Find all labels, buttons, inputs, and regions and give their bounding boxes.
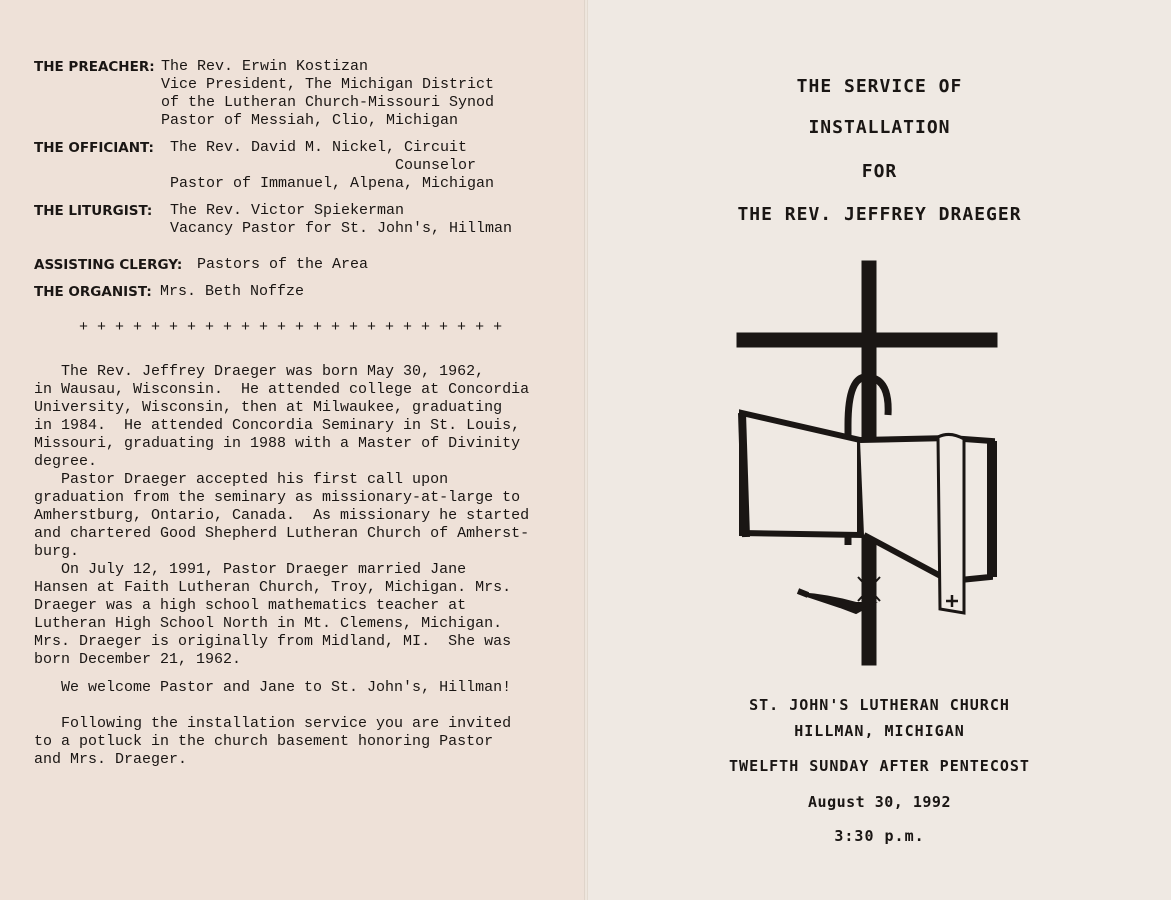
text-line: Missouri, graduating in 1988 with a Master of Divinity [34,435,521,452]
church-location: HILLMAN, MICHIGAN [794,722,965,740]
credit-label: THE PREACHER: [34,59,155,75]
title-line-4: THE REV. JEFFREY DRAEGER [737,204,1022,225]
text-line: Amherstburg, Ontario, Canada. As missionary he started [34,507,530,524]
service-time: 3:30 p.m. [834,827,925,845]
credit-line: Pastor of Messiah, Clio, Michigan [161,112,459,129]
text-line: to a potluck in the church basement honoring Pastor [34,733,494,750]
text-line: burg. [34,543,80,560]
text-line: Lutheran High School North in Mt. Clemens, Michigan. [34,615,503,632]
occasion: TWELFTH SUNDAY AFTER PENTECOST [729,757,1030,775]
potluck-text [34,715,511,769]
service-date: August 30, 1992 [808,793,951,811]
credit-line: Mrs. Beth Noffze [160,283,305,300]
text-line: Pastor Draeger accepted his first call upon [34,471,449,488]
credit-label: THE ORGANIST: [34,284,152,300]
credit-line: Counselor [170,157,477,174]
credit-line: The Rev. David M. Nickel, Circuit [170,139,468,156]
credit-label: THE OFFICIANT: [34,140,154,156]
text-line: Mrs. Draeger is originally from Midland, MI. She was [34,633,512,650]
biography [34,363,529,669]
credit-label: ASSISTING CLERGY: [34,257,183,273]
title-line-3: FOR [861,161,898,182]
text-line: born December 21, 1962. [34,651,242,668]
credit-line: Vacancy Pastor for St. John's, Hillman [170,220,513,237]
title-line-1: THE SERVICE OF [796,76,963,97]
credit-line: Vice President, The Michigan District [161,76,495,93]
title-line-2: INSTALLATION [808,117,951,138]
credit-line: Pastors of the Area [197,256,369,273]
credit-line: Pastor of Immanuel, Alpena, Michigan [170,175,495,192]
text-line: Hansen at Faith Lutheran Church, Troy, Michigan. Mrs. [34,579,512,596]
welcome-text: We welcome Pastor and Jane to St. John's, Hillman! [34,679,512,696]
text-line: University, Wisconsin, then at Milwaukee, graduating [34,399,503,416]
text-line: in Wausau, Wisconsin. He attended college at Concordia [34,381,530,398]
credit-line: of the Lutheran Church-Missouri Synod [161,94,495,111]
text-line: and Mrs. Draeger. [34,751,188,768]
text-line: Following the installation service you are invited [34,715,512,732]
credit-label: THE LITURGIST: [34,203,153,219]
text-line: On July 12, 1991, Pastor Draeger married Jane [34,561,467,578]
text-line: The Rev. Jeffrey Draeger was born May 30, 1962, [34,363,485,380]
credit-line: The Rev. Victor Spiekerman [170,202,405,219]
right-page [588,0,1171,900]
left-page [0,0,584,900]
church-name: ST. JOHN'S LUTHERAN CHURCH [749,696,1010,714]
text-line: in 1984. He attended Concordia Seminary in St. Louis, [34,417,521,434]
credit-line: The Rev. Erwin Kostizan [161,58,369,75]
cross-book-crook-stole-icon [728,255,1008,675]
text-line: degree. [34,453,98,470]
text-line: Draeger was a high school mathematics teacher at [34,597,467,614]
text-line: graduation from the seminary as missionary-at-large to [34,489,521,506]
text-line: and chartered Good Shepherd Lutheran Church of Amherst- [34,525,530,542]
separator: + + + + + + + + + + + + + + + + + + + + + + + + [79,319,503,336]
